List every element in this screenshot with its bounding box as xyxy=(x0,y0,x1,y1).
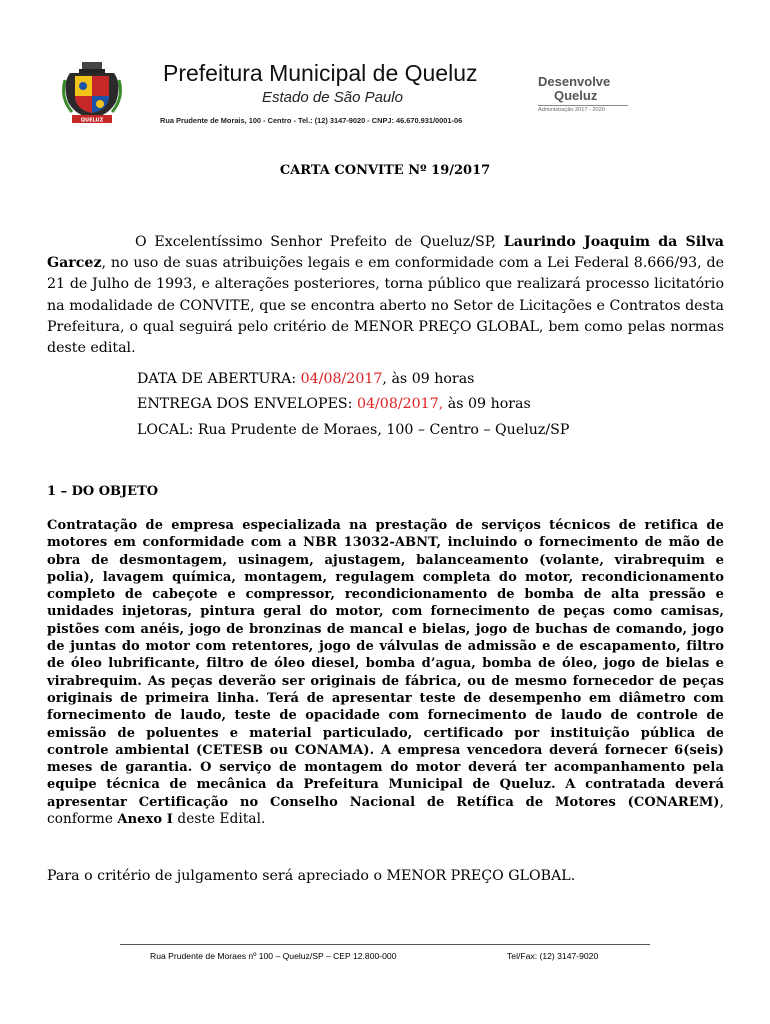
letterhead-contact: Rua Prudente de Morais, 100 - Centro - Tel.: (12) 3147-9020 - CNPJ: 46.670.931/0001-06 xyxy=(160,116,463,125)
intro-paragraph xyxy=(47,232,724,359)
object-text-normal-2: deste Edital. xyxy=(172,811,266,828)
footer-divider xyxy=(120,944,650,945)
brand-admin-period: Administração 2017 - 2020 xyxy=(538,107,605,113)
location-line: LOCAL: Rua Prudente de Moraes, 100 – Centro – Queluz/SP xyxy=(137,422,570,438)
judgment-criterion: Para o critério de julgamento será apreciado o MENOR PREÇO GLOBAL. xyxy=(47,868,576,884)
object-text: Contratação de empresa especializada na prestação de serviços técnicos de retifica de motores em conformidade com a NBR 13032-ABNT, incluindo o fornecimento de mão de obra de desmontagem, usinagem, ajustagem, balanceamento (volante, virabrequim e polia), lavagem química, montagem, regulagem completa do motor, recondicionamento completo de cabeçote e compressor, recondicionamento de bomba de alta pressão e unidades injetoras, pintura geral do motor, com fornecimento de peças como camisas, pistões com anéis, jogo de bronzinas de mancal e bielas, jogo de buchas de comando, jogo de juntas do motor com retentores, jogo de válvulas de admissão e de escapamento, filtro de óleo lubrificante, filtro de óleo diesel, bomba d’agua, bomba de óleo, jogo de bielas e virabrequim. As peças deverão ser originais de fábrica, ou de mesmo fornecedor de peças originais de primeira linha. Terá de apresentar teste de desempenho em diâmetro com fornecimento de laudo, teste de opacidade com fornecimento de laudo de controle de emissão de poluentes e material particulado, certificado por instituição pública de controle ambiental (CETESB ou CONAMA). A empresa vencedora deverá fornecer 6(seis) meses de garantia. O serviço de montagem do motor deverá ter acompanhamento pela equipe técnica de mecânica da Prefeitura Municipal de Queluz. A contratada deverá apresentar Certificação no Conselho Nacional de Retífica de Motores (CONAREM) xyxy=(47,518,724,810)
delivery-date-line xyxy=(137,394,531,415)
footer-address: Rua Prudente de Moraes nº 100 – Queluz/SP – CEP 12.800-000 xyxy=(150,951,397,961)
delivery-date-suffix: às 09 horas xyxy=(447,396,531,412)
intro-text-1: O Excelentíssimo Senhor Prefeito de Queluz/SP, xyxy=(135,234,496,250)
document-title: CARTA CONVITE Nº 19/2017 xyxy=(279,163,491,178)
annex-reference: Anexo I xyxy=(117,812,173,828)
state-subtitle: Estado de São Paulo xyxy=(262,89,403,106)
footer-phone: Tel/Fax: (12) 3147-9020 xyxy=(507,951,599,961)
administration-logo xyxy=(538,75,638,113)
opening-date-value: 04/08/2017 xyxy=(300,371,383,387)
object-text-normal-1: , conforme xyxy=(47,793,724,828)
section-1-title: 1 – DO OBJETO xyxy=(47,484,159,499)
object-paragraph xyxy=(47,517,724,828)
opening-date-line xyxy=(137,369,474,390)
mayor-name: Laurindo Joaquim da Silva Garcez xyxy=(47,234,724,272)
opening-date-label: DATA DE ABERTURA: xyxy=(137,371,297,387)
delivery-date-value: 04/08/2017, xyxy=(356,396,444,412)
brand-line-1: Desenvolve xyxy=(538,74,611,89)
municipality-title: Prefeitura Municipal de Queluz xyxy=(163,60,478,86)
brand-divider xyxy=(538,105,628,106)
intro-text-2: , no uso de suas atribuições legais e em conformidade com a Lei Federal 8.666/93, de 21 de Julho de 1993, e alterações posteriores, torna público que realizará processo licitatório na modalidade de CONVITE, que se encontra aberto no Setor de Licitações e Contratos desta Prefeitura, o qual seguirá pelo critério de MENOR PREÇO GLOBAL, bem como pelas normas deste edital. xyxy=(47,255,724,357)
coat-of-arms-icon xyxy=(62,62,122,124)
crest-banner-text: QUELUZ xyxy=(80,117,104,124)
delivery-date-label: ENTREGA DOS ENVELOPES: xyxy=(137,396,353,412)
letterhead xyxy=(62,58,702,130)
opening-date-suffix: , às 09 horas xyxy=(382,371,475,387)
brand-line-2: Queluz xyxy=(554,88,598,103)
